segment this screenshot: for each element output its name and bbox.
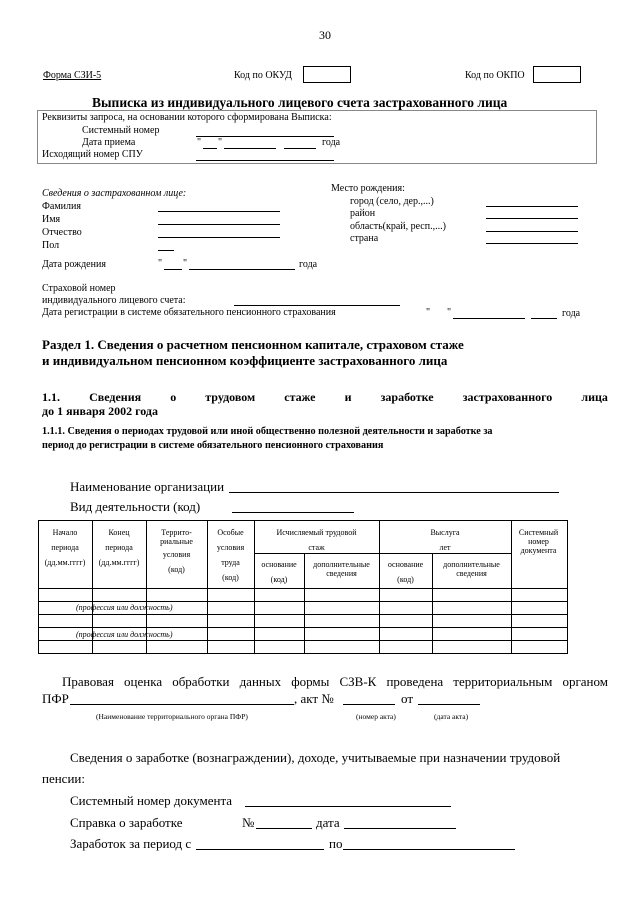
section1-title-line2: и индивидуальном пенсионном коэффициенте застрахованного лица <box>42 353 448 368</box>
outgoing-number-field[interactable] <box>196 160 334 161</box>
col-calc-basis-header: основание (код) <box>261 560 297 584</box>
col-start-header: Начало периода (дд.мм.гггг) <box>44 528 86 567</box>
insurance-number-field[interactable] <box>234 305 400 306</box>
period-from-field[interactable] <box>196 849 324 850</box>
sex-field[interactable] <box>158 250 174 251</box>
col-special-header: Особые условия труда (код) <box>216 528 245 582</box>
quote-close: " <box>218 137 223 148</box>
patronymic-label: Отчество <box>42 227 82 238</box>
act-date-field[interactable] <box>418 704 480 705</box>
insurance-label-2: индивидуального лицевого счета: <box>42 295 186 306</box>
system-number-field[interactable] <box>196 136 334 137</box>
okpo-code-field[interactable] <box>533 66 581 83</box>
reg-year-label: года <box>562 308 581 319</box>
request-heading: Реквизиты запроса, на основании которого сформирована Выписка: <box>42 112 332 123</box>
col-service-group-header: Выслуга лет <box>430 528 460 552</box>
request-year-field[interactable] <box>284 148 316 149</box>
country-field[interactable] <box>486 243 578 244</box>
col-service-extra-header: дополнительные сведения <box>443 560 500 578</box>
profession-note-2: (профессия или должность) <box>76 630 173 639</box>
birth-day-field[interactable] <box>164 269 182 270</box>
certificate-number-field[interactable] <box>256 828 312 829</box>
birth-year-label: года <box>299 259 318 270</box>
assessment-pfr: ПФР <box>42 691 69 706</box>
reg-month-field[interactable] <box>453 318 525 319</box>
act-number-field[interactable] <box>343 704 395 705</box>
earnings-line1: Сведения о заработке (вознаграждении), доходе, учитываемые при назначении трудовой <box>70 750 561 765</box>
org-name-label: Наименование организации <box>70 479 225 494</box>
request-day-field[interactable] <box>203 148 217 149</box>
col-calc-extra-header: дополнительные сведения <box>313 560 370 578</box>
col-end-header: Конец периода (дд.мм.гггг) <box>98 528 140 567</box>
region-label: область(край, респ.,...) <box>350 221 446 232</box>
surname-label: Фамилия <box>42 201 81 212</box>
okud-code-field[interactable] <box>303 66 351 83</box>
assessment-from: от <box>401 691 414 706</box>
note-act-date: (дата акта) <box>434 712 469 721</box>
quote-open: " <box>197 137 202 148</box>
note-act-number: (номер акта) <box>356 712 396 721</box>
certificate-date-label: дата <box>316 815 340 830</box>
form-name: Форма СЗИ-5 <box>43 70 102 81</box>
col-sysnum-header: Системный номер документа <box>518 528 559 555</box>
note-organ: (Наименование территориального органа ПФР) <box>96 712 248 721</box>
activity-field[interactable] <box>232 512 354 513</box>
certificate-date-field[interactable] <box>344 828 456 829</box>
col-calc-group-header: Исчисляемый трудовой стаж <box>276 528 357 552</box>
outgoing-number-label: Исходящий номер СПУ <box>42 149 143 160</box>
earnings-line2: пенсии: <box>42 771 85 786</box>
region-field[interactable] <box>486 231 578 232</box>
certificate-label: Справка о заработке <box>70 815 183 830</box>
subsection-1-1-line2: до 1 января 2002 года <box>42 404 158 418</box>
period-label: Заработок за период с <box>70 836 192 851</box>
birth-date-label: Дата рождения <box>42 259 106 270</box>
page-number: 30 <box>319 28 331 42</box>
birth-quote-open: " <box>158 258 163 269</box>
person-heading: Сведения о застрахованном лице: <box>42 188 187 199</box>
request-date-label: Дата приема <box>82 137 136 148</box>
sex-label: Пол <box>42 240 60 251</box>
system-doc-field[interactable] <box>245 806 451 807</box>
request-month-field[interactable] <box>224 148 276 149</box>
subsection-1-1-1-line2: период до регистрации в системе обязательного пенсионного страхования <box>42 440 384 451</box>
system-doc-label: Системный номер документа <box>70 793 233 808</box>
period-to-label: по <box>329 836 343 851</box>
reg-quote-open: " <box>426 307 431 318</box>
document-title: Выписка из индивидуального лицевого счета застрахованного лица <box>92 95 508 110</box>
pfr-organ-field[interactable] <box>70 704 294 705</box>
col-service-basis-header: основание (код) <box>387 560 424 584</box>
name-label: Имя <box>42 214 61 225</box>
district-field[interactable] <box>486 218 578 219</box>
patronymic-field[interactable] <box>158 237 280 238</box>
period-to-field[interactable] <box>343 849 515 850</box>
birth-month-year-field[interactable] <box>189 269 295 270</box>
birth-quote-close: " <box>183 258 188 269</box>
insurance-label-1: Страховой номер <box>42 283 116 294</box>
subsection-1-1-line1: 1.1. Сведения о трудовом стаже и заработке застрахованного лица <box>42 390 608 404</box>
district-label: район <box>350 208 376 219</box>
city-field[interactable] <box>486 206 578 207</box>
system-number-label: Системный номер <box>82 125 160 136</box>
country-label: страна <box>350 233 379 244</box>
section1-title-line1: Раздел 1. Сведения о расчетном пенсионном капитале, страховом стаже <box>42 337 464 352</box>
name-field[interactable] <box>158 224 280 225</box>
org-name-field[interactable] <box>229 492 559 493</box>
certificate-no-label: № <box>242 815 255 830</box>
surname-field[interactable] <box>158 211 280 212</box>
assessment-line1: Правовая оценка обработки данных формы СЗВ-К проведена территориальным органом <box>62 674 608 689</box>
city-label: город (село, дер.,...) <box>350 196 434 207</box>
activity-label: Вид деятельности (код) <box>70 499 201 514</box>
request-year-label: года <box>322 137 341 148</box>
reg-year-field[interactable] <box>531 318 557 319</box>
reg-quote-close: " <box>447 307 452 318</box>
subsection-1-1-1-line1: 1.1.1. Сведения о периодах трудовой или иной общественно полезной деятельности и заработке за <box>42 426 493 437</box>
assessment-act: , акт № <box>294 691 334 706</box>
profession-note-1: (профессия или должность) <box>76 603 173 612</box>
registration-date-label: Дата регистрации в системе обязательного пенсионного страхования <box>42 307 336 318</box>
birthplace-heading: Место рождения: <box>331 183 405 194</box>
okud-label: Код по ОКУД <box>234 70 292 81</box>
okpo-label: Код по ОКПО <box>465 70 525 81</box>
col-territorial-header: Террито- риальные условия (код) <box>160 528 193 574</box>
